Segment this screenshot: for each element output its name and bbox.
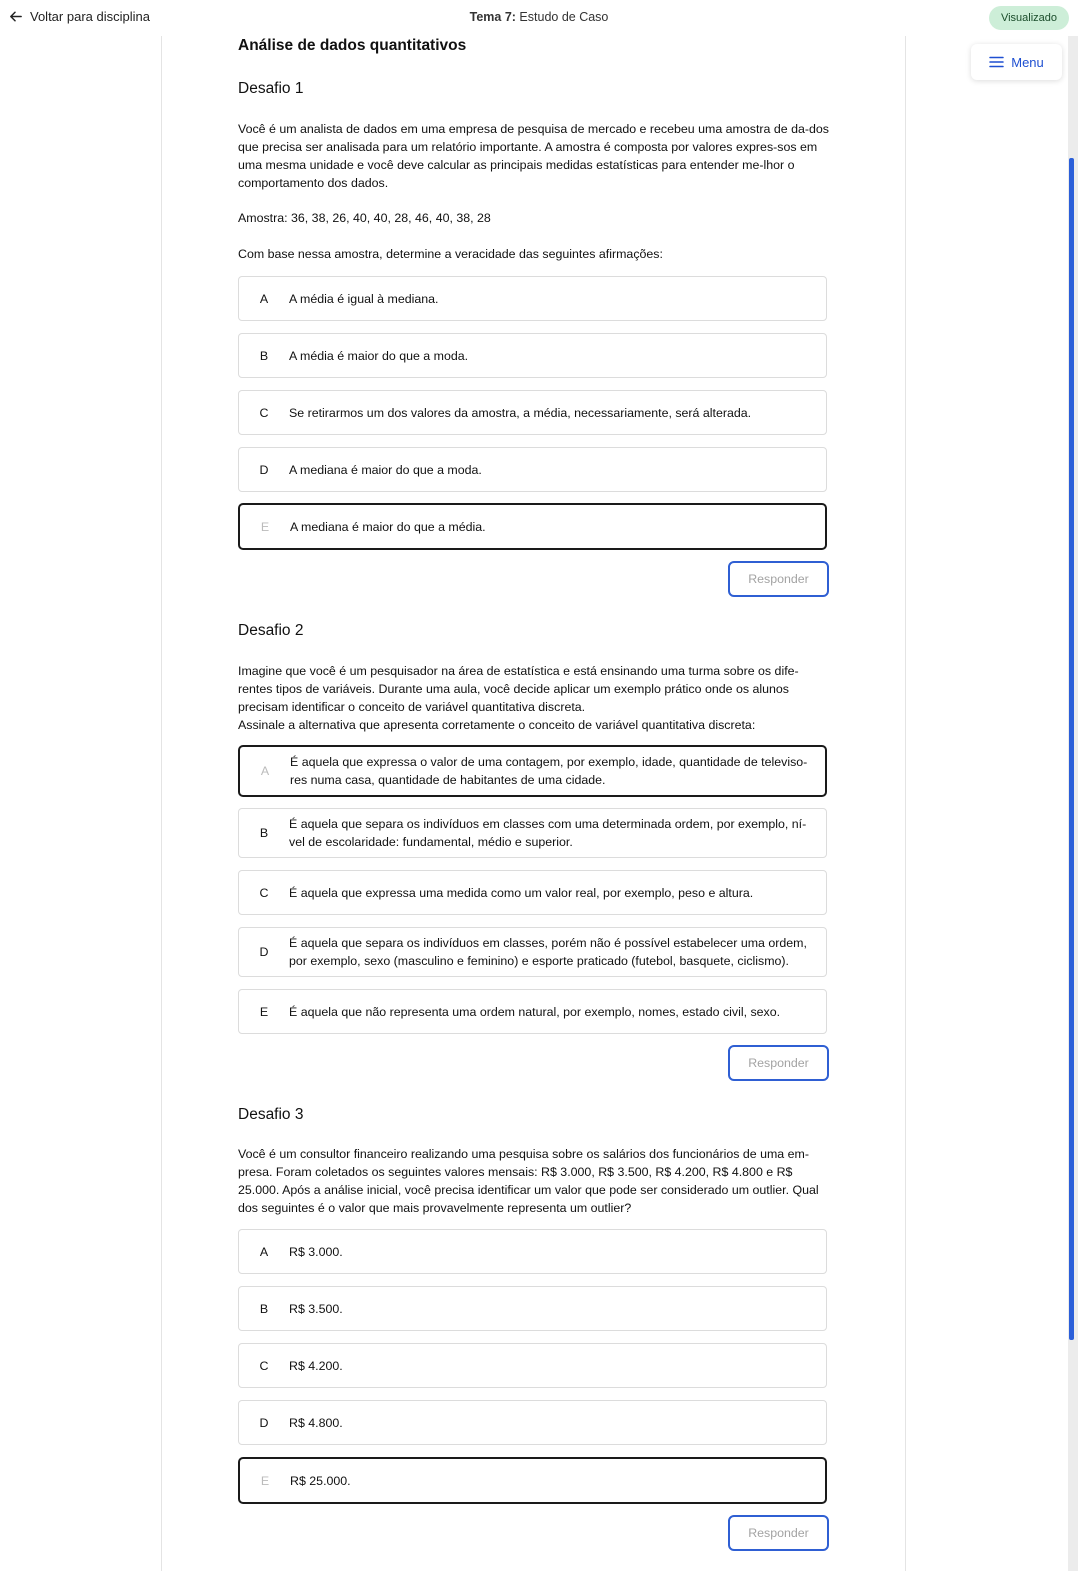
top-bar [0, 0, 1078, 36]
option-text: É aquela que expressa uma medida como um valor real, por exemplo, peso e altura. [289, 885, 754, 900]
option-letter: E [259, 1004, 269, 1019]
status-badge: Visualizado [989, 6, 1069, 30]
content-column [161, 36, 906, 1571]
challenge-2-option-c[interactable] [238, 870, 827, 915]
challenge-2-option-e[interactable] [238, 989, 827, 1034]
option-letter: B [259, 348, 269, 363]
challenge-2-title: Desafio 2 [238, 622, 304, 639]
option-letter: B [259, 1301, 269, 1316]
challenge-3-title: Desafio 3 [238, 1106, 304, 1123]
hamburger-icon [989, 56, 1004, 68]
option-text: R$ 25.000. [290, 1473, 351, 1488]
option-text: A mediana é maior do que a média. [290, 519, 486, 534]
challenge-3-option-e[interactable] [238, 1457, 827, 1504]
option-letter: A [260, 764, 270, 778]
option-letter: E [260, 519, 270, 534]
option-letter: E [260, 1473, 270, 1488]
challenge-1-sample: Amostra: 36, 38, 26, 40, 40, 28, 46, 40, 38, 28 [238, 211, 491, 225]
option-letter: C [259, 405, 269, 420]
challenge-3-option-c[interactable] [238, 1343, 827, 1388]
challenge-2-option-b[interactable] [238, 808, 827, 858]
challenge-1-option-c[interactable] [238, 390, 827, 435]
option-text: R$ 4.200. [289, 1358, 343, 1373]
option-text: É aquela que separa os indivíduos em classes com uma determinada ordem, por exemplo, ní-vel de escolaridade: fundamental, médio e superior. [289, 817, 807, 849]
page-title: Análise de dados quantitativos [238, 37, 467, 54]
challenge-1-paragraph-1: Você é um analista de dados em uma empresa de pesquisa de mercado e recebeu uma amostra de da-dos que precisa ser analisada para um relatório importante. A amostra é composta por valores expres-sos em uma mesma unidade e você deve calcular as principais medidas estatísticas para entender me-lhor o comportamento dos dados. [238, 122, 829, 190]
challenge-3-option-b[interactable] [238, 1286, 827, 1331]
challenge-2-paragraph-1: Imagine que você é um pesquisador na área de estatística e está ensinando uma turma sobre os dife-rentes tipos de variáveis. Durante uma aula, você decide aplicar um exemplo prático onde os alunos precisam identificar o conceito de variável quantitativa discreta. [238, 664, 799, 714]
challenge-1-option-e[interactable] [238, 503, 827, 550]
header-title-bold: Tema 7: [469, 10, 516, 24]
page-header-title [0, 10, 1078, 24]
challenge-1-submit-button[interactable]: Responder [728, 561, 829, 597]
option-letter: A [259, 1244, 269, 1259]
challenge-2-submit-button[interactable]: Responder [728, 1045, 829, 1081]
menu-button[interactable] [971, 44, 1062, 80]
option-text: Se retirarmos um dos valores da amostra, a média, necessariamente, será alterada. [289, 405, 752, 420]
option-text: É aquela que separa os indivíduos em classes, porém não é possível estabelecer uma ordem, por exemplo, sexo (masculino e feminino) e esporte praticado (futebol, basquete, ciclismo). [289, 936, 807, 968]
back-label[interactable]: Voltar para disciplina [30, 9, 150, 24]
challenge-2-option-d[interactable] [238, 927, 827, 977]
option-text: R$ 3.000. [289, 1244, 343, 1259]
option-text: A mediana é maior do que a moda. [289, 462, 482, 477]
menu-label[interactable]: Menu [1011, 54, 1044, 70]
challenge-1-prompt: Com base nessa amostra, determine a veracidade das seguintes afirmações: [238, 247, 663, 261]
challenge-2-prompt: Assinale a alternativa que apresenta corretamente o conceito de variável quantitativa discreta: [238, 718, 756, 732]
option-text: É aquela que não representa uma ordem natural, por exemplo, nomes, estado civil, sexo. [289, 1004, 781, 1019]
challenge-1-option-b[interactable] [238, 333, 827, 378]
option-letter: D [259, 945, 269, 959]
challenge-3-option-d[interactable] [238, 1400, 827, 1445]
header-title-rest: Estudo de Caso [515, 10, 609, 24]
scrollbar-thumb[interactable] [1069, 158, 1074, 1340]
option-letter: D [259, 462, 269, 477]
option-letter: B [259, 826, 269, 840]
challenge-3-submit-button[interactable]: Responder [728, 1515, 829, 1551]
challenge-1-option-a[interactable] [238, 276, 827, 321]
option-text: R$ 4.800. [289, 1415, 343, 1430]
challenge-3-paragraph-1: Você é um consultor financeiro realizando uma pesquisa sobre os salários dos funcionários de uma em-presa. Foram coletados os seguintes valores mensais: R$ 3.000, R$ 3.500, R$ 4.200, R$ 4.800 e R$ 25.000. Após a análise inicial, você precisa identificar um valor que pode ser considerado um outlier. Qual dos seguintes é o valor que mais provavelmente representa um outlier? [238, 1147, 819, 1215]
option-letter: D [259, 1415, 269, 1430]
challenge-1-option-d[interactable] [238, 447, 827, 492]
option-letter: C [259, 1358, 269, 1373]
option-text: É aquela que expressa o valor de uma contagem, por exemplo, idade, quantidade de televiso-res numa casa, quantidade de habitantes de uma cidade. [290, 755, 808, 787]
option-text: A média é igual à mediana. [289, 291, 439, 306]
challenge-2-option-a[interactable] [238, 745, 827, 797]
option-text: A média é maior do que a moda. [289, 348, 469, 363]
challenge-3-option-a[interactable] [238, 1229, 827, 1274]
challenge-1-title: Desafio 1 [238, 80, 304, 97]
option-text: R$ 3.500. [289, 1301, 343, 1316]
option-letter: C [259, 885, 269, 900]
option-letter: A [259, 291, 269, 306]
